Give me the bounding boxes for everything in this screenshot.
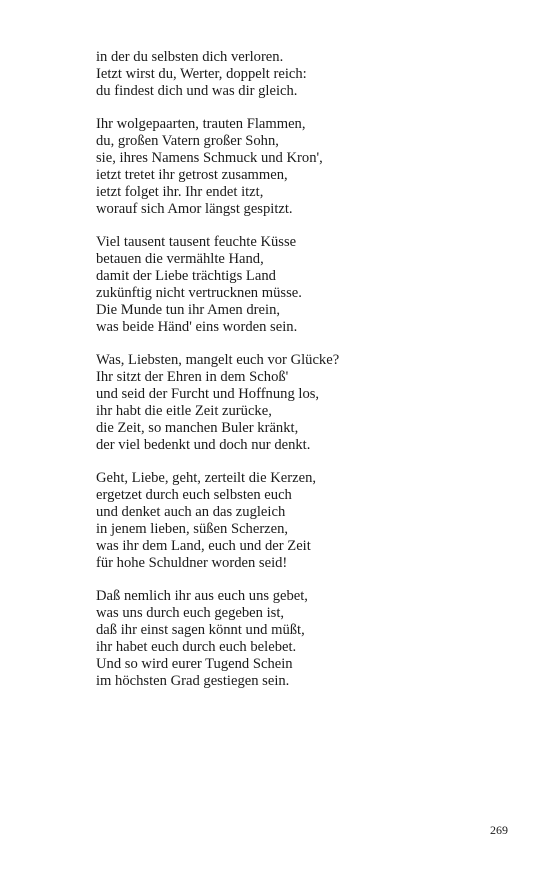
- poem-line: zukünftig nicht vertrucknen müsse.: [96, 285, 302, 301]
- poem-line: Geht, Liebe, geht, zerteilt die Kerzen,: [96, 470, 317, 486]
- poem-line: du findest dich und was dir gleich.: [96, 83, 298, 99]
- stanza: [96, 49, 496, 100]
- poem-line: Und so wird eurer Tugend Schein: [96, 656, 293, 672]
- poem-line: in der du selbsten dich verloren.: [96, 49, 284, 65]
- stanza: [96, 234, 496, 336]
- poem-line: ergetzet durch euch selbsten euch: [96, 487, 292, 503]
- poem-line: du, großen Vatern großer Sohn,: [96, 133, 279, 149]
- poem-line: Daß nemlich ihr aus euch uns gebet,: [96, 588, 308, 604]
- poem-line: ietzt folget ihr. Ihr endet itzt,: [96, 184, 264, 200]
- poem-line: ietzt tretet ihr getrost zusammen,: [96, 167, 288, 183]
- poem-line: Die Munde tun ihr Amen drein,: [96, 302, 281, 318]
- poem-line: worauf sich Amor längst gespitzt.: [96, 201, 293, 217]
- poem-line: und denket auch an das zugleich: [96, 504, 286, 520]
- poem-line: was beide Händ' eins worden sein.: [96, 319, 298, 335]
- poem-line: die Zeit, so manchen Buler kränkt,: [96, 420, 299, 436]
- poem-line: ihr habet euch durch euch belebet.: [96, 639, 297, 655]
- poem-line: für hohe Schuldner worden seid!: [96, 555, 288, 571]
- stanza: [96, 470, 496, 572]
- poem-line: Ihr sitzt der Ehren in dem Schoß': [96, 369, 289, 385]
- poem-line: was uns durch euch gegeben ist,: [96, 605, 285, 621]
- stanza: [96, 588, 496, 690]
- poem-line: Ietzt wirst du, Werter, doppelt reich:: [96, 66, 307, 82]
- poem-line: und seid der Furcht und Hoffnung los,: [96, 386, 320, 402]
- poem-line: damit der Liebe trächtigs Land: [96, 268, 276, 284]
- page-number: 269: [490, 823, 508, 837]
- poem-text: [96, 49, 496, 706]
- poem-line: was ihr dem Land, euch und der Zeit: [96, 538, 311, 554]
- poem-line: Viel tausent tausent feuchte Küsse: [96, 234, 297, 250]
- poem-line: betauen die vermählte Hand,: [96, 251, 264, 267]
- poem-line: in jenem lieben, süßen Scherzen,: [96, 521, 289, 537]
- poem-line: der viel bedenkt und doch nur denkt.: [96, 437, 311, 453]
- stanza: [96, 116, 496, 218]
- stanza: [96, 352, 496, 454]
- poem-line: daß ihr einst sagen könnt und müßt,: [96, 622, 305, 638]
- poem-line: sie, ihres Namens Schmuck und Kron',: [96, 150, 323, 166]
- poem-line: im höchsten Grad gestiegen sein.: [96, 673, 290, 689]
- poem-line: ihr habt die eitle Zeit zurücke,: [96, 403, 272, 419]
- poem-line: Was, Liebsten, mangelt euch vor Glücke?: [96, 352, 340, 368]
- poem-line: Ihr wolgepaarten, trauten Flammen,: [96, 116, 306, 132]
